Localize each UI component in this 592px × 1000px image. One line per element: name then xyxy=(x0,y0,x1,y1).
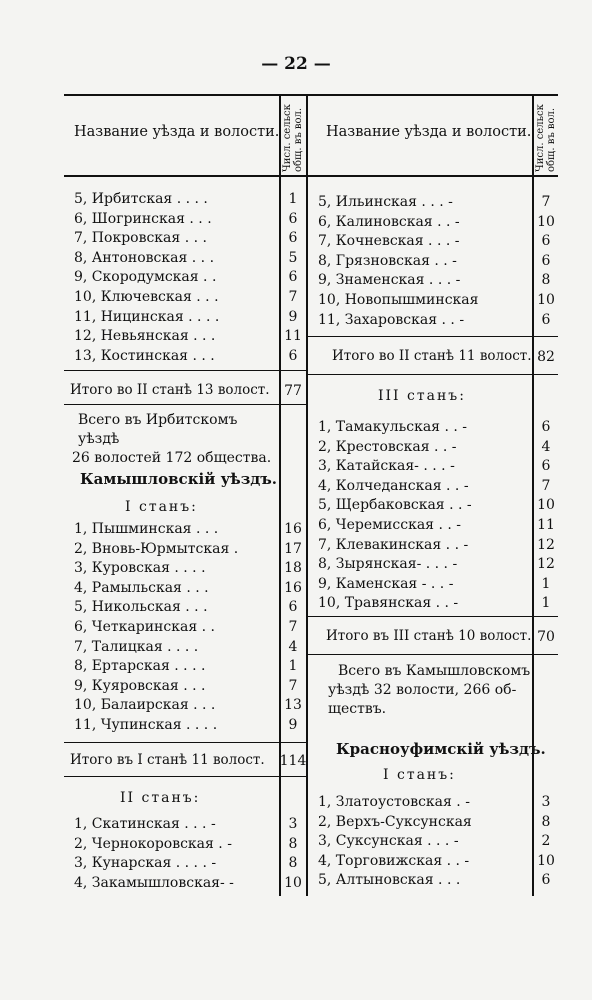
volost-row-label: 10, Ключевская . . . xyxy=(74,289,219,305)
volost-row-label: 10, Травянская . . - xyxy=(318,595,459,612)
right-uezd-title: Красноуфимскій уѣздъ. xyxy=(336,740,546,758)
volost-row-label: 6, Черемисская . . - xyxy=(318,517,461,533)
volost-row-count: 12 xyxy=(537,536,555,553)
left-total2-rule-top xyxy=(64,742,306,743)
volost-row-label: 9, Скородумская . . xyxy=(74,269,217,286)
volost-row-count: 1 xyxy=(288,191,298,207)
volost-row-count: 3 xyxy=(541,794,551,810)
volost-row-count: 12 xyxy=(537,556,555,573)
left-total2-label: Итого въ I станѣ 11 волост. xyxy=(70,752,265,768)
right-total1-label: Итого во II станѣ 11 волост. xyxy=(332,348,532,364)
left-total1-rule-bottom xyxy=(64,404,306,405)
volost-row-count: 10 xyxy=(537,852,555,869)
volost-row-count: 6 xyxy=(541,458,551,475)
volost-row-count: 6 xyxy=(541,872,551,889)
volost-row-label: 5, Алтыновская . . . xyxy=(318,872,461,889)
right-stan3-title: III станъ: xyxy=(378,388,466,404)
volost-row-count: 8 xyxy=(288,855,298,872)
volost-row-count: 6 xyxy=(288,269,298,286)
volost-row-count: 6 xyxy=(541,233,551,250)
volost-row-count: 7 xyxy=(288,619,298,635)
volost-row-label: 8, Грязновская . . - xyxy=(318,252,457,269)
volost-row-count: 4 xyxy=(288,638,298,655)
volost-row-label: 7, Кочневская . . . - xyxy=(318,233,460,250)
volost-row-count: 7 xyxy=(288,289,298,305)
left-total1-label: Итого во II станѣ 13 волост. xyxy=(70,382,270,398)
volost-row-label: 6, Четкаринская . . xyxy=(74,619,215,635)
left-total1-rule-top xyxy=(64,370,306,371)
volost-row-count: 16 xyxy=(284,521,302,537)
volost-row-count: 2 xyxy=(541,833,551,850)
right-total2-rule-bottom xyxy=(306,654,558,655)
volost-row-label: 9, Куяровская . . . xyxy=(74,677,206,694)
volost-row-count: 6 xyxy=(541,311,551,328)
volost-row-count: 7 xyxy=(288,677,298,694)
volost-row-count: 8 xyxy=(541,272,551,289)
volost-row-label: 7, Талицкая . . . . xyxy=(74,638,199,655)
left-summary: Всего въ Ирбитскомъ уѣздѣ 26 волостей 172 общества. xyxy=(72,412,272,466)
volost-row-count: 11 xyxy=(537,517,555,533)
volost-row-count: 4 xyxy=(541,438,551,455)
volost-row-count: 10 xyxy=(537,497,555,514)
left-stan1-title: I станъ: xyxy=(125,499,198,515)
volost-row-count: 11 xyxy=(284,328,302,345)
volost-row-label: 11, Ницинская . . . . xyxy=(74,308,220,325)
volost-row-label: 3, Катайская- . . . - xyxy=(318,458,455,475)
column-divider-center xyxy=(306,94,308,896)
volost-row-label: 1, Златоустовская . - xyxy=(318,794,470,810)
volost-row-count: 13 xyxy=(284,697,302,714)
volost-row-count: 6 xyxy=(288,230,298,247)
volost-row-count: 9 xyxy=(288,717,298,733)
volost-row-count: 8 xyxy=(288,835,298,852)
volost-row-label: 3, Куровская . . . . xyxy=(74,560,206,577)
volost-row-count: 1 xyxy=(541,575,551,592)
volost-row-count: 6 xyxy=(288,210,298,227)
volost-row-label: 13, Костинская . . . xyxy=(74,347,215,364)
left-total2-value: 114 xyxy=(279,753,307,769)
volost-row-label: 4, Торговижская . . - xyxy=(318,852,470,869)
left-count-header: Числ. сельск общ. въ вол. xyxy=(282,104,304,172)
volost-row-count: 5 xyxy=(288,249,298,266)
table-top-rule xyxy=(64,94,558,96)
volost-row-label: 2, Чернокоровская . - xyxy=(74,835,232,852)
volost-row-label: 4, Рамыльская . . . xyxy=(74,579,209,596)
volost-row-label: 9, Знаменская . . . - xyxy=(318,272,461,289)
volost-row-label: 1, Пышминская . . . xyxy=(74,521,219,537)
volost-row-label: 3, Кунарская . . . . - xyxy=(74,855,217,872)
volost-row-label: 11, Захаровская . . - xyxy=(318,311,465,328)
volost-row-label: 11, Чупинская . . . . xyxy=(74,717,218,733)
right-total2-label: Итого въ III станѣ 10 волост. xyxy=(326,628,532,644)
volost-row-label: 6, Калиновская . . - xyxy=(318,213,460,230)
right-total2-rule-top xyxy=(306,616,558,617)
volost-row-label: 1, Скатинская . . . - xyxy=(74,816,216,832)
left-total1-value: 77 xyxy=(284,383,302,399)
volost-row-label: 6, Шогринская . . . xyxy=(74,210,212,227)
volost-row-label: 4, Колчеданская . . - xyxy=(318,477,469,494)
volost-row-label: 4, Закамышловская- - xyxy=(74,874,234,891)
volost-row-label: 8, Антоновская . . . xyxy=(74,249,215,266)
volost-row-label: 5, Щербаковская . . - xyxy=(318,497,472,514)
volost-row-count: 10 xyxy=(537,292,555,308)
page-number: — 22 — xyxy=(261,54,331,74)
volost-row-count: 3 xyxy=(288,816,298,832)
volost-row-count: 10 xyxy=(284,874,302,891)
right-count-header: Числ. сельск общ. въ вол. xyxy=(535,104,557,172)
left-stan2-title: II станъ: xyxy=(120,790,201,806)
left-uezd-title: Камышловскій уѣздъ. xyxy=(80,470,278,488)
volost-row-count: 17 xyxy=(284,540,302,557)
volost-row-label: 5, Ильинская . . . - xyxy=(318,194,453,210)
volost-row-label: 2, Вновь-Юрмытская . xyxy=(74,540,239,557)
volost-row-label: 10, Новопышминская xyxy=(318,292,479,308)
volost-row-count: 6 xyxy=(288,347,298,364)
volost-row-label: 1, Тамакульская . . - xyxy=(318,419,467,435)
right-total1-rule-bottom xyxy=(306,374,558,375)
volost-row-count: 7 xyxy=(541,477,551,494)
volost-row-count: 10 xyxy=(537,213,555,230)
volost-row-label: 2, Крестовская . . - xyxy=(318,438,457,455)
volost-row-count: 6 xyxy=(541,419,551,435)
volost-row-label: 10, Балаирская . . . xyxy=(74,697,216,714)
volost-row-count: 16 xyxy=(284,579,302,596)
volost-row-count: 8 xyxy=(541,813,551,830)
left-name-header: Название уѣзда и волости. xyxy=(74,124,280,140)
volost-row-label: 12, Невьянская . . . xyxy=(74,328,216,345)
volost-row-count: 6 xyxy=(541,252,551,269)
volost-row-label: 7, Покровская . . . xyxy=(74,230,207,247)
volost-row-label: 5, Ирбитская . . . . xyxy=(74,191,208,207)
right-total2-value: 70 xyxy=(537,629,555,645)
volost-row-label: 2, Верхъ-Суксунская xyxy=(318,813,472,830)
right-summary: Всего въ Камышловскомъ уѣздѣ 32 волости, 266 об- ществъ. xyxy=(328,663,531,717)
volost-row-label: 9, Каменская - . . - xyxy=(318,575,454,592)
volost-row-count: 1 xyxy=(288,658,298,675)
right-name-header: Название уѣзда и волости. xyxy=(326,124,532,140)
right-total1-value: 82 xyxy=(537,349,555,365)
volost-row-label: 7, Клевакинская . . - xyxy=(318,536,469,553)
volost-row-count: 7 xyxy=(541,194,551,210)
right-total1-rule-top xyxy=(306,336,558,337)
volost-row-count: 6 xyxy=(288,599,298,616)
volost-row-label: 3, Суксунская . . . - xyxy=(318,833,459,850)
volost-row-count: 18 xyxy=(284,560,302,577)
right-stan1-title: I станъ: xyxy=(383,767,456,783)
left-total2-rule-bottom xyxy=(64,776,306,777)
volost-row-label: 8, Зырянская- . . . - xyxy=(318,556,458,573)
table-header-rule xyxy=(64,175,558,177)
volost-row-count: 9 xyxy=(288,308,298,325)
volost-row-count: 1 xyxy=(541,595,551,612)
volost-row-label: 8, Ертарская . . . . xyxy=(74,658,206,675)
volost-row-label: 5, Никольская . . . xyxy=(74,599,208,616)
